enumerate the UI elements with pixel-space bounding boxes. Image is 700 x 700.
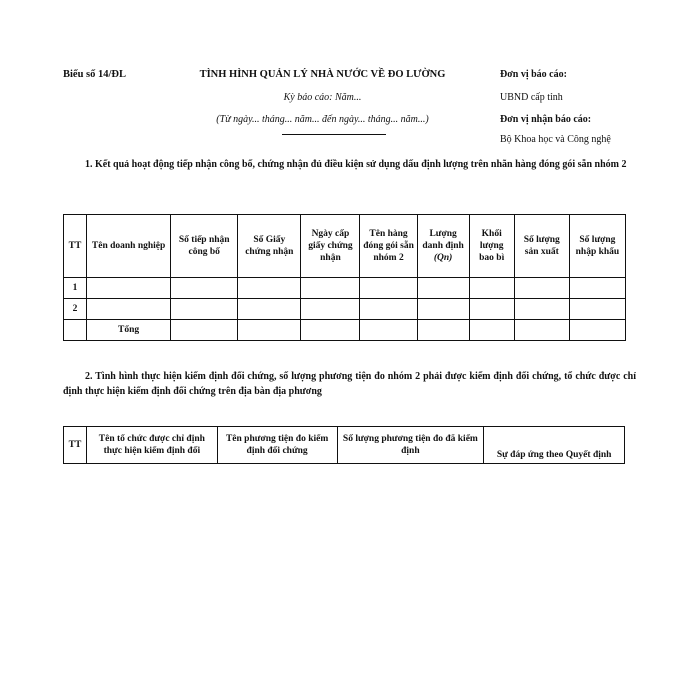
row-number: 1 <box>64 278 87 299</box>
cell <box>469 299 514 320</box>
cell <box>360 278 417 299</box>
cell <box>171 299 238 320</box>
col-instrument-count: Số lượng phương tiện đo đã kiểm định <box>337 427 484 464</box>
receiving-unit-label: Đơn vị nhận báo cáo: <box>500 114 592 125</box>
col-instrument-name: Tên phương tiện đo kiểm định đối chứng <box>217 427 337 464</box>
section2-table <box>63 426 625 464</box>
reporting-unit-value: UBND cấp tỉnh <box>500 92 563 103</box>
cell <box>87 278 171 299</box>
col-product-name: Tên hàng đóng gói sẵn nhóm 2 <box>360 215 417 278</box>
col-imported-qty: Số lượng nhập khẩu <box>569 215 625 278</box>
cell <box>87 299 171 320</box>
cell <box>569 278 625 299</box>
cell <box>238 320 301 341</box>
cell <box>301 278 360 299</box>
nominal-qty-symbol: (Qn) <box>433 253 453 263</box>
cell <box>171 278 238 299</box>
cell <box>301 299 360 320</box>
cell <box>514 278 569 299</box>
col-tt: TT <box>64 427 87 464</box>
cell <box>238 278 301 299</box>
report-title: TÌNH HÌNH QUẢN LÝ NHÀ NƯỚC VỀ ĐO LƯỜNG <box>199 69 446 80</box>
cell <box>64 320 87 341</box>
col-compliance: Sự đáp ứng theo Quyết định <box>484 427 625 464</box>
cell <box>360 320 417 341</box>
col-nominal-qty <box>417 215 469 278</box>
receiving-unit-value: Bộ Khoa học và Công nghệ <box>500 134 611 145</box>
nominal-qty-label: Lượng danh định <box>422 229 464 251</box>
col-organization: Tên tổ chức được chỉ định thực hiện kiểm định đối <box>86 427 217 464</box>
section1-header-row <box>64 215 626 278</box>
cell <box>417 299 469 320</box>
cell <box>569 320 625 341</box>
col-tt: TT <box>64 215 87 278</box>
cell <box>238 299 301 320</box>
col-receipt-no: Số tiếp nhận công bố <box>171 215 238 278</box>
col-certificate-no: Số Giấy chứng nhận <box>238 215 301 278</box>
form-number: Biểu số 14/ĐL <box>63 69 127 80</box>
col-package-mass: Khối lượng bao bì <box>469 215 514 278</box>
col-produced-qty: Số lượng sản xuất <box>514 215 569 278</box>
cell <box>417 278 469 299</box>
report-period: Kỳ báo cáo: Năm... <box>283 92 362 103</box>
section2-heading: 2. Tình hình thực hiện kiểm định đối chứng, số lượng phương tiện đo nhóm 2 phải được kiểm định đối chứng, tổ chức được chỉ định thực hiện kiểm định đối chứng trên địa bàn địa phương <box>63 371 636 397</box>
table-row <box>64 278 626 299</box>
title-underline <box>282 134 386 135</box>
report-date-range: (Từ ngày... tháng... năm... đến ngày... tháng... năm...) <box>216 114 429 125</box>
cell <box>301 320 360 341</box>
col-issue-date: Ngày cấp giấy chứng nhận <box>301 215 360 278</box>
cell <box>514 320 569 341</box>
col-company: Tên doanh nghiệp <box>87 215 171 278</box>
total-row <box>64 320 626 341</box>
table-row <box>64 299 626 320</box>
cell <box>514 299 569 320</box>
reporting-unit-label: Đơn vị báo cáo: <box>500 69 567 80</box>
section1-heading: 1. Kết quả hoạt động tiếp nhận công bố, chứng nhận đủ điều kiện sử dụng dấu định lượng trên nhãn hàng đóng gói sẵn nhóm 2 <box>85 159 627 170</box>
cell <box>417 320 469 341</box>
cell <box>469 320 514 341</box>
cell <box>569 299 625 320</box>
cell <box>360 299 417 320</box>
cell <box>469 278 514 299</box>
section1-table <box>63 214 626 341</box>
row-number: 2 <box>64 299 87 320</box>
total-label: Tổng <box>87 320 171 341</box>
cell <box>171 320 238 341</box>
section2-header-row <box>64 427 625 464</box>
